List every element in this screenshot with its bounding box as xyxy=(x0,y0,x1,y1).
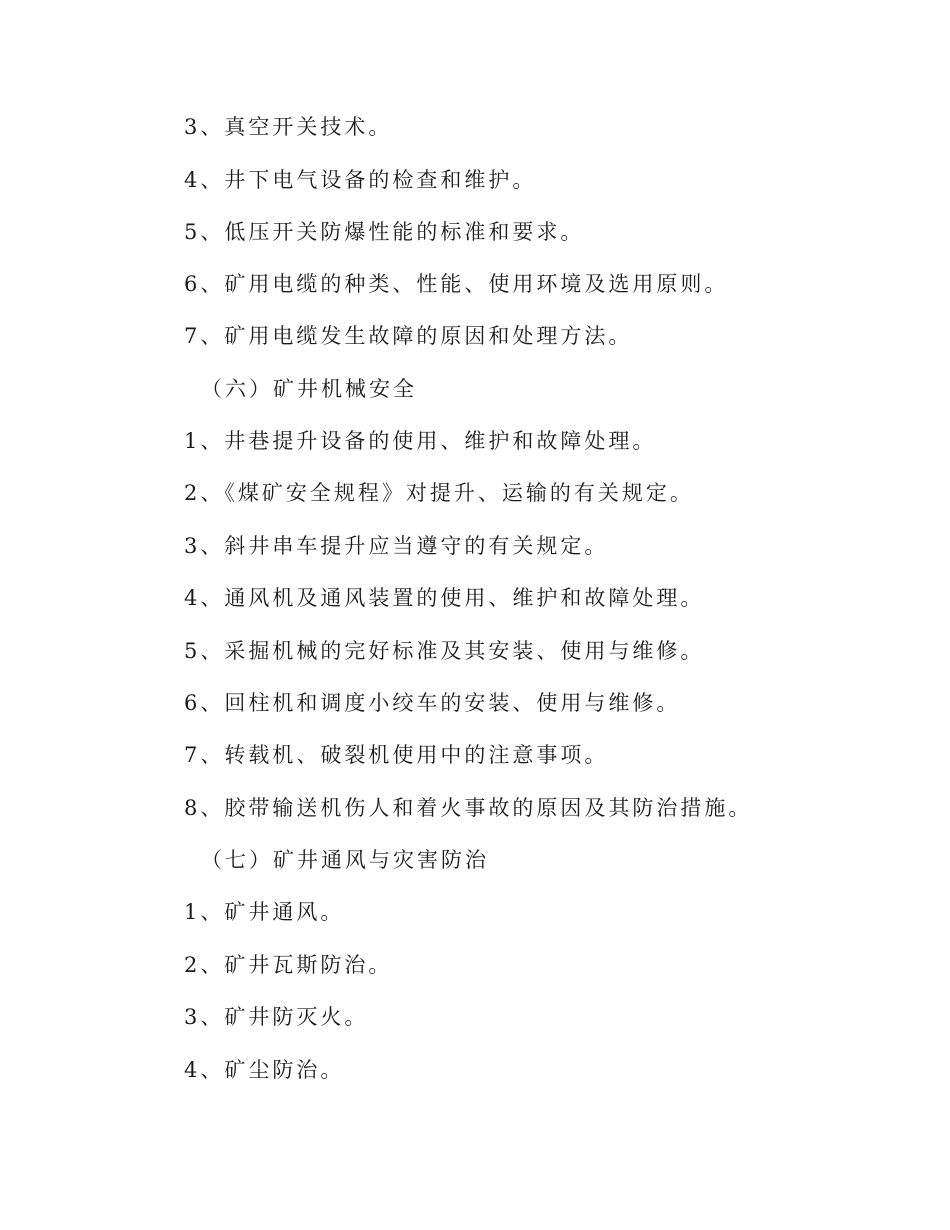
list-item-fire-prevention: 3、矿井防灭火。 xyxy=(184,1005,369,1029)
list-item-belt-conveyor: 8、胶带输送机伤人和着火事故的原因及其防治措施。 xyxy=(184,796,753,820)
list-item-gas-control: 2、矿井瓦斯防治。 xyxy=(184,953,393,977)
list-item-underground-electrical: 4、井下电气设备的检查和维护。 xyxy=(184,168,537,192)
list-item-transfer-machine: 7、转载机、破裂机使用中的注意事项。 xyxy=(184,743,609,767)
list-item-low-voltage-switch: 5、低压开关防爆性能的标准和要求。 xyxy=(184,220,585,244)
list-item-mine-ventilation: 1、矿井通风。 xyxy=(184,900,345,924)
list-item-mining-cable-types: 6、矿用电缆的种类、性能、使用环境及选用原则。 xyxy=(184,272,729,296)
section-heading-mine-machinery: （六）矿井机械安全 xyxy=(201,377,417,401)
list-item-cable-faults: 7、矿用电缆发生故障的原因和处理方法。 xyxy=(184,324,633,348)
list-item-excavation-machinery: 5、采掘机械的完好标准及其安装、使用与维修。 xyxy=(184,639,705,663)
list-item-safety-regulations: 2、《煤矿安全规程》对提升、运输的有关规定。 xyxy=(184,481,694,505)
list-item-ventilator: 4、通风机及通风装置的使用、维护和故障处理。 xyxy=(184,586,705,610)
list-item-hoisting-equipment: 1、井巷提升设备的使用、维护和故障处理。 xyxy=(184,429,657,453)
list-item-winch: 6、回柱机和调度小绞车的安装、使用与维修。 xyxy=(184,691,681,715)
list-item-dust-control: 4、矿尘防治。 xyxy=(184,1058,345,1082)
list-item-vacuum-switch: 3、真空开关技术。 xyxy=(184,115,393,139)
section-heading-ventilation: （七）矿井通风与灾害防治 xyxy=(201,848,489,872)
list-item-inclined-shaft: 3、斜井串车提升应当遵守的有关规定。 xyxy=(184,534,609,558)
